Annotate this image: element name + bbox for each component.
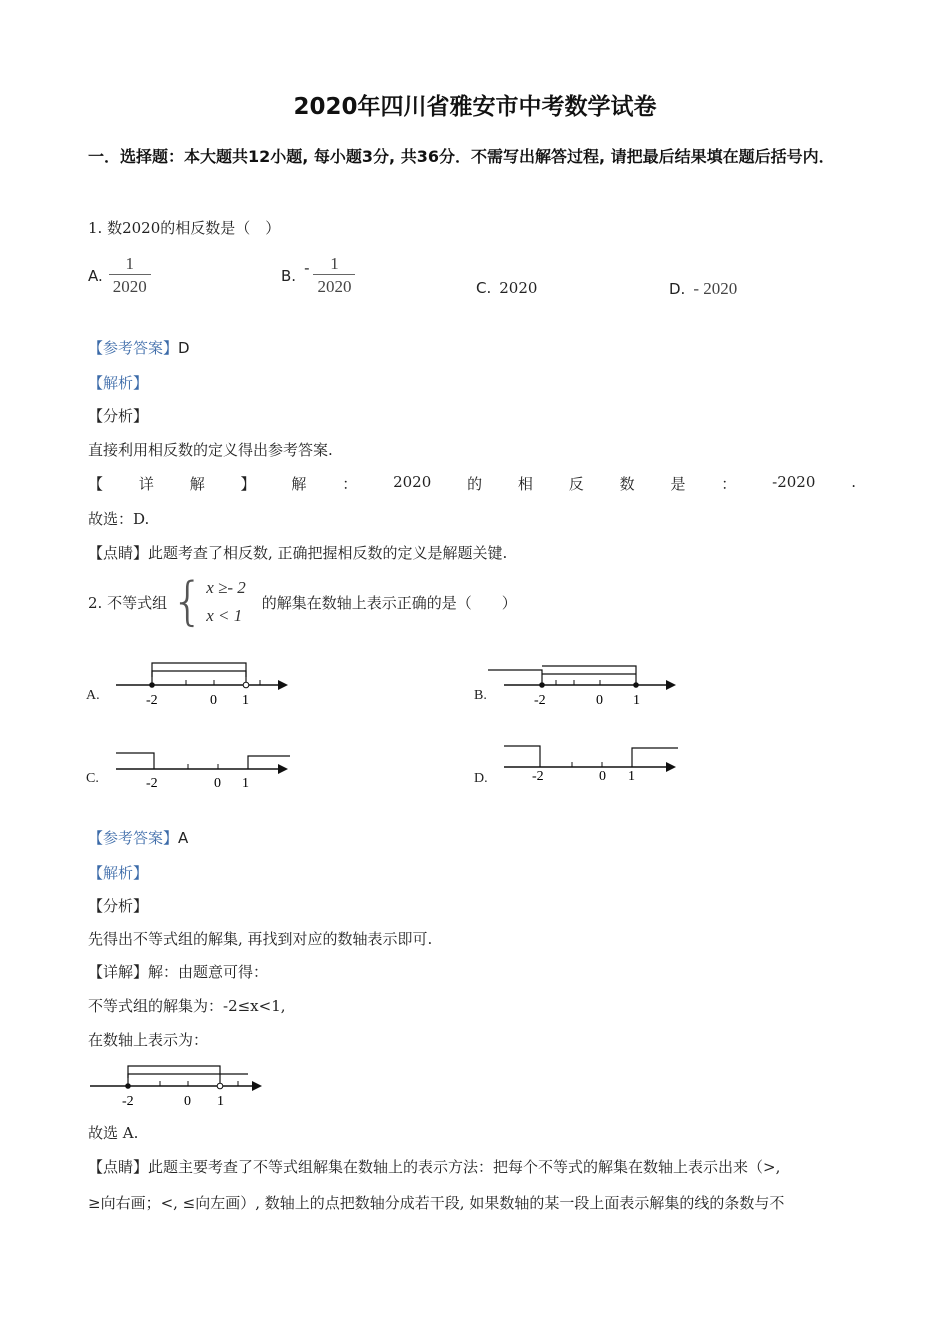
minus-sign: - [304, 258, 310, 277]
fraction [313, 254, 355, 297]
detail-part: 相 [517, 475, 533, 493]
tick-label: -2 [534, 693, 546, 708]
option-label: C. [86, 771, 99, 786]
detail-part: 反 [568, 475, 584, 493]
q2-result-number-line [88, 1060, 278, 1110]
option-label: B. [474, 688, 487, 703]
option-label: A. [86, 688, 100, 703]
q1-fenxi-tag: 【分析】 [88, 407, 149, 425]
tick-label: 0 [214, 776, 221, 791]
closed-dot [125, 1083, 131, 1089]
tick-label: 1 [628, 769, 635, 784]
closed-dot [633, 682, 639, 688]
q2-analysis-tag: 【解析】 [88, 864, 149, 882]
option-value: 2020 [499, 279, 538, 297]
axis-arrow-icon [278, 680, 288, 690]
option-label: D. [474, 771, 488, 786]
q1-analysis-tag: 【解析】 [88, 374, 149, 392]
tick-label: 1 [217, 1094, 224, 1109]
q1-option-a [88, 254, 151, 297]
detail-part: 【 [88, 475, 104, 493]
q1-detail [88, 473, 856, 494]
q2-detail: 【详解】解：由题意可得： [88, 963, 269, 981]
q1-stem: 1. 数2020的相反数是（ ） [88, 219, 281, 237]
closed-dot [149, 682, 155, 688]
system-line-1: x ≥- 2 [206, 578, 246, 597]
solution-bracket [488, 670, 542, 685]
solution-bracket [128, 1066, 220, 1086]
q1-option-b [281, 254, 355, 297]
q1-option-d [669, 279, 737, 299]
detail-part: 解 [291, 475, 307, 493]
page-title: 2020年四川省雅安市中考数学试卷 [293, 94, 657, 120]
answer-value: A [178, 829, 189, 847]
solution-bracket [152, 671, 246, 677]
axis-arrow-icon [252, 1081, 262, 1091]
tick-label: -2 [532, 769, 544, 784]
detail-part: 解 [189, 475, 205, 493]
detail-part: ： [342, 475, 358, 493]
tick-label: -2 [146, 693, 158, 708]
q1-fenxi-text: 直接利用相反数的定义得出参考答案. [88, 441, 333, 459]
answer-value: D [178, 339, 190, 357]
solution-bracket [632, 748, 678, 767]
q2-fenxi-text: 先得出不等式组的解集, 再找到对应的数轴表示即可. [88, 930, 433, 948]
q2-stem-prefix: 2. 不等式组 [88, 593, 168, 612]
tick-label: 0 [184, 1094, 191, 1109]
number-line-graph [474, 658, 694, 708]
denominator: 2020 [109, 274, 151, 297]
solution-bracket [152, 663, 246, 685]
solution-bracket [116, 753, 154, 769]
detail-part: 数 [619, 475, 635, 493]
q2-answer [88, 828, 188, 848]
tick-label: 1 [242, 776, 249, 791]
option-label: C. [476, 279, 492, 297]
q2-option-c [86, 744, 306, 794]
axis-arrow-icon [666, 680, 676, 690]
q2-stem-suffix: 的解集在数轴上表示正确的是（ ） [261, 593, 517, 612]
tick-label: -2 [122, 1094, 134, 1109]
denominator: 2020 [313, 274, 355, 297]
inequality-system [206, 574, 246, 630]
tick-label: 1 [242, 693, 249, 708]
q1-choose: 故选：D. [88, 510, 150, 528]
q2-comment-line1: 【点睛】此题主要考查了不等式组解集在数轴上的表示方法：把每个不等式的解集在数轴上表示出来（>, [88, 1158, 781, 1176]
tick-label: 0 [210, 693, 217, 708]
numerator: 1 [330, 254, 339, 273]
q2-fenxi-tag: 【分析】 [88, 897, 149, 915]
axis-arrow-icon [666, 762, 676, 772]
q2-option-a [86, 658, 306, 708]
q2-choose: 故选 A. [88, 1124, 139, 1142]
q2-solution-set: 不等式组的解集为：-2≤x<1, [88, 997, 286, 1015]
tick-label: 0 [599, 769, 606, 784]
detail-part: -2020 [772, 473, 816, 491]
q1-answer [88, 338, 190, 358]
q2-option-d [474, 740, 694, 794]
closed-dot [539, 682, 545, 688]
system-line-2: x < 1 [206, 606, 243, 625]
number-line-graph [86, 658, 306, 708]
number-line-graph [474, 740, 694, 794]
detail-part: 详 [138, 475, 154, 493]
brace-icon: { [171, 572, 205, 632]
open-dot [217, 1083, 223, 1089]
number-line-graph [88, 1060, 278, 1110]
numerator: 1 [125, 254, 135, 273]
q2-stem [88, 574, 517, 630]
number-line-graph [86, 744, 306, 794]
section-heading: 一．选择题：本大题共12小题, 每小题3分, 共36分．不需写出解答过程, 请把最后结果填在题后括号内． [88, 147, 835, 166]
detail-part: 】 [240, 475, 256, 493]
detail-part: 是 [670, 475, 686, 493]
answer-tag: 【参考答案】 [88, 339, 179, 357]
tick-label: -2 [146, 776, 158, 791]
solution-bracket [128, 1074, 248, 1078]
answer-tag: 【参考答案】 [88, 829, 179, 847]
q2-on-axis: 在数轴上表示为： [88, 1031, 209, 1049]
detail-part: . [851, 473, 856, 491]
detail-part: 2020 [393, 473, 432, 491]
option-label: B. [281, 266, 297, 285]
q1-comment: 【点睛】此题考查了相反数, 正确把握相反数的定义是解题关键. [88, 544, 508, 562]
detail-part: ： [721, 475, 737, 493]
fraction [109, 254, 151, 297]
tick-label: 0 [596, 693, 603, 708]
option-value: - 2020 [693, 279, 738, 298]
q2-comment-line2: ≥向右画；<, ≤向左画）, 数轴上的点把数轴分成若干段, 如果数轴的某一段上面表示解集的线的条数与不 [88, 1194, 785, 1212]
option-label: A. [88, 266, 103, 285]
open-dot [243, 682, 249, 688]
q1-option-c [476, 279, 537, 297]
detail-part: 的 [467, 475, 483, 493]
option-label: D. [669, 280, 686, 298]
q2-option-b [474, 658, 694, 708]
tick-label: 1 [633, 693, 640, 708]
solution-bracket [504, 746, 540, 767]
axis-arrow-icon [278, 764, 288, 774]
